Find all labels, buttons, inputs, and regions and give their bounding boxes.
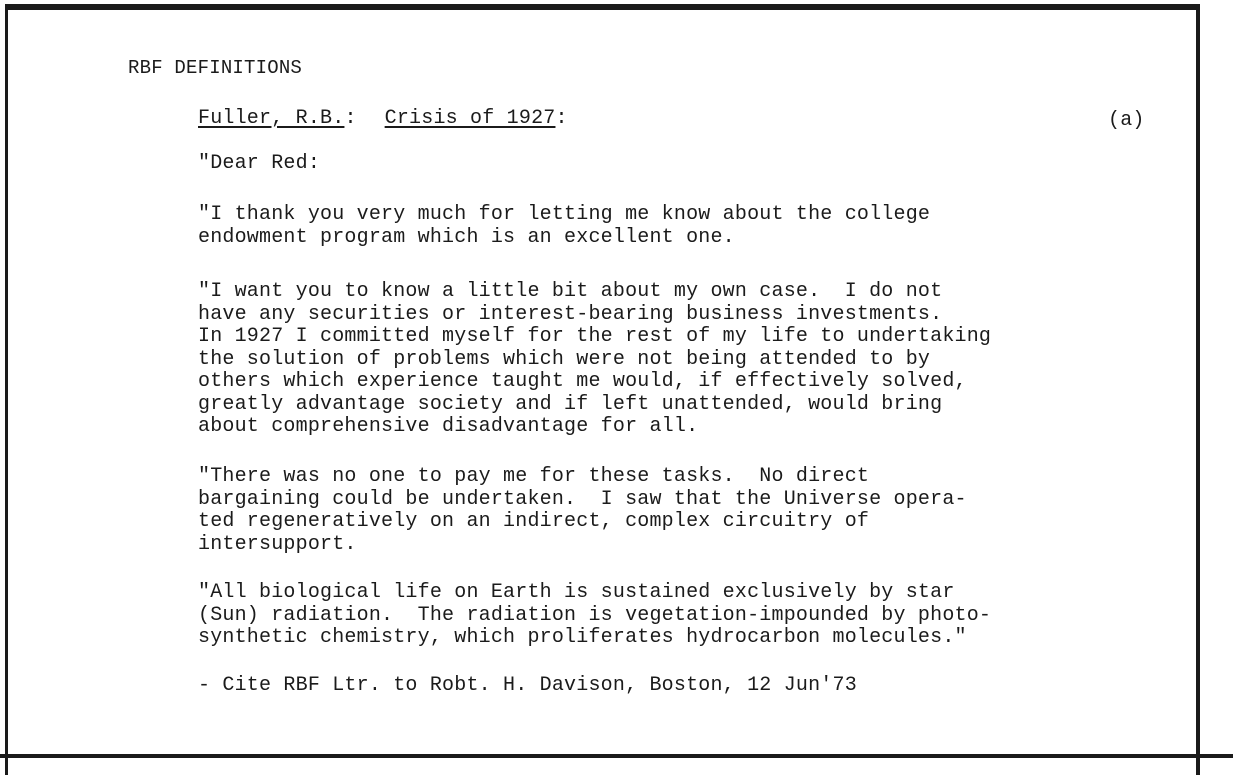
letter-paragraph: "I thank you very much for letting me know about the college endowment program which is an excellent one. [198,203,931,249]
card-border-right [1196,8,1200,775]
title-suffix: : [555,107,568,130]
card-border-left [5,4,8,775]
letter-salutation: "Dear Red: [198,152,321,175]
letter-citation: - Cite RBF Ltr. to Robt. H. Davison, Boston, 12 Jun'73 [198,674,857,697]
letter-paragraph: "There was no one to pay me for these tasks. No direct bargaining could be undertaken. I saw that the Universe opera- ted regeneratively on an indirect, complex circuitry of intersupport. [198,465,967,556]
letter-paragraph: "I want you to know a little bit about my own case. I do not have any securities or interest-bearing business investments. In 1927 I committed myself for the rest of my life to undertaking the solution of problems which were not being attended to by others which experience taught me would, if effectively solved, greatly advantage society and if left unattended, would bring about comprehensive disadvantage for all. [198,280,992,438]
author-suffix: : [344,107,357,130]
card-title: Crisis of 1927 [384,107,556,130]
letter-paragraph: "All biological life on Earth is sustained exclusively by star (Sun) radiation. The radiation is vegetation-impounded by photo- synthetic chemistry, which proliferates hydrocarbon molecules." [198,581,992,649]
card-header: RBF DEFINITIONS [128,57,303,79]
card-border-bottom [0,754,1233,758]
author-name: Fuller, R.B. [198,107,345,130]
card-border-top [5,4,1200,10]
card-id: (a) [1108,109,1145,132]
card-heading-line [198,108,568,130]
